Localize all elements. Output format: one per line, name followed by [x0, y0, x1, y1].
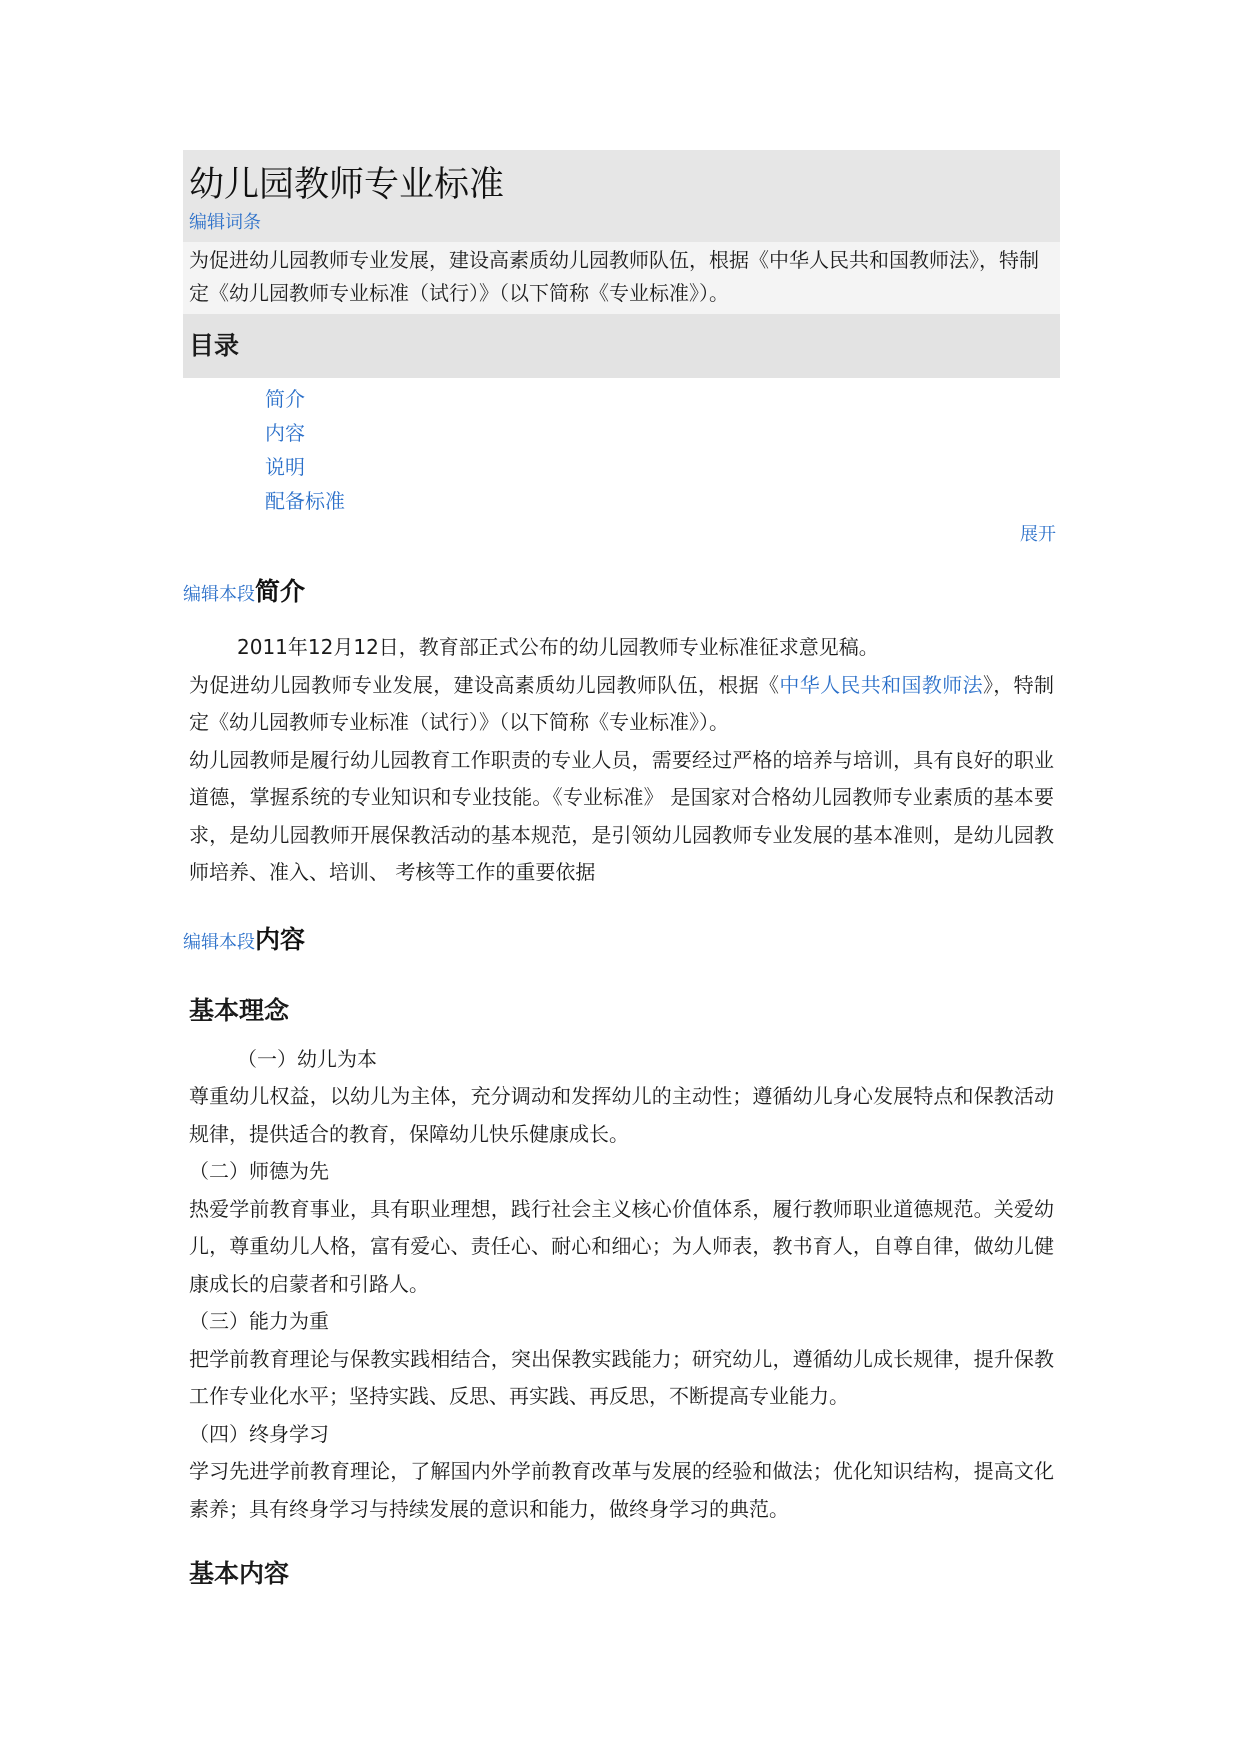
concept-title: （三）能力为重: [189, 1309, 329, 1333]
edit-section-link[interactable]: 编辑本段: [183, 584, 255, 605]
teacher-law-link[interactable]: 中华人民共和国教师法: [779, 672, 983, 697]
toc-expand-link[interactable]: [183, 520, 1060, 550]
expand-label[interactable]: 展开: [1020, 524, 1056, 545]
concept-title: （一）幼儿为本: [237, 1046, 377, 1071]
subheading-basic-content: 基本内容: [189, 1559, 290, 1588]
toc-item-content[interactable]: 内容: [265, 421, 305, 445]
page-title: 幼儿园教师专业标准: [189, 165, 505, 205]
document-page: [183, 150, 1060, 1604]
toc-item-explanation[interactable]: 说明: [265, 455, 305, 479]
paragraph: 热爱学前教育事业，具有职业理想，践行社会主义核心价值体系，履行教师职业道德规范。关爱幼儿，尊重幼儿人格，富有爱心、责任心、耐心和细心；为人师表，教书育人，自尊自律，做幼儿健康成长的启蒙者和引路人。: [189, 1196, 1054, 1296]
section-title: 简介: [255, 577, 306, 606]
edit-section-link[interactable]: 编辑本段: [183, 931, 255, 953]
concept-title: （二）师德为先: [189, 1159, 329, 1183]
paragraph: 把学前教育理论与保教实践相结合，突出保教实践能力；研究幼儿，遵循幼儿成长规律，提升保教工作专业化水平；坚持实践、反思、再实践、再反思，不断提高专业能力。: [189, 1346, 1054, 1408]
paragraph: 学习先进学前教育理论，了解国内外学前教育改革与发展的经验和做法；优化知识结构，提高文化素养；具有终身学习与持续发展的意识和能力，做终身学习的典范。: [189, 1459, 1054, 1521]
concept-title: （四）终身学习: [189, 1421, 329, 1446]
section-heading-intro: [183, 572, 1060, 615]
subheading-basic-concepts: 基本理念: [189, 995, 290, 1025]
title-block: [183, 150, 1060, 242]
text: 为促进幼儿园教师专业发展，建设高素质幼儿园教师队伍，根据《: [189, 672, 780, 697]
section-title: 内容: [255, 924, 306, 954]
summary: 为促进幼儿园教师专业发展，建设高素质幼儿园教师队伍，根据《中华人民共和国教师法》，特制定《幼儿园教师专业标准（试行）》（以下简称《专业标准》）。: [183, 242, 1060, 314]
intro-body: [183, 629, 1060, 892]
paragraph: [183, 667, 1060, 742]
toc-list: [183, 378, 1060, 518]
toc-item-intro[interactable]: 简介: [265, 387, 305, 411]
text: 》，特制定《幼儿园教师专业标准（试行）》（以下简称《专业标准》）。: [189, 672, 1055, 734]
toc-item-standards[interactable]: 配备标准: [265, 489, 345, 513]
toc-heading: 目录: [183, 314, 1060, 378]
section-heading-content: [183, 920, 1060, 963]
paragraph: 尊重幼儿权益，以幼儿为主体，充分调动和发挥幼儿的主动性；遵循幼儿身心发展特点和保教活动规律，提供适合的教育，保障幼儿快乐健康成长。: [189, 1084, 1054, 1146]
paragraph: 2011年12月12日，教育部正式公布的幼儿园教师专业标准征求意见稿。: [237, 635, 879, 659]
paragraph: 幼儿园教师是履行幼儿园教育工作职责的专业人员，需要经过严格的培养与培训，具有良好的职业道德，掌握系统的专业知识和专业技能。《专业标准》 是国家对合格幼儿园教师专业素质的基本要求，是幼儿园教师开展保教活动的基本规范，是引领幼儿园教师专业发展的基本准则，是幼儿园教师培养、准入、培训、 考核等工作的重要依据: [189, 747, 1054, 884]
concepts-body: [183, 1041, 1060, 1529]
edit-entry-link[interactable]: 编辑词条: [189, 212, 261, 233]
